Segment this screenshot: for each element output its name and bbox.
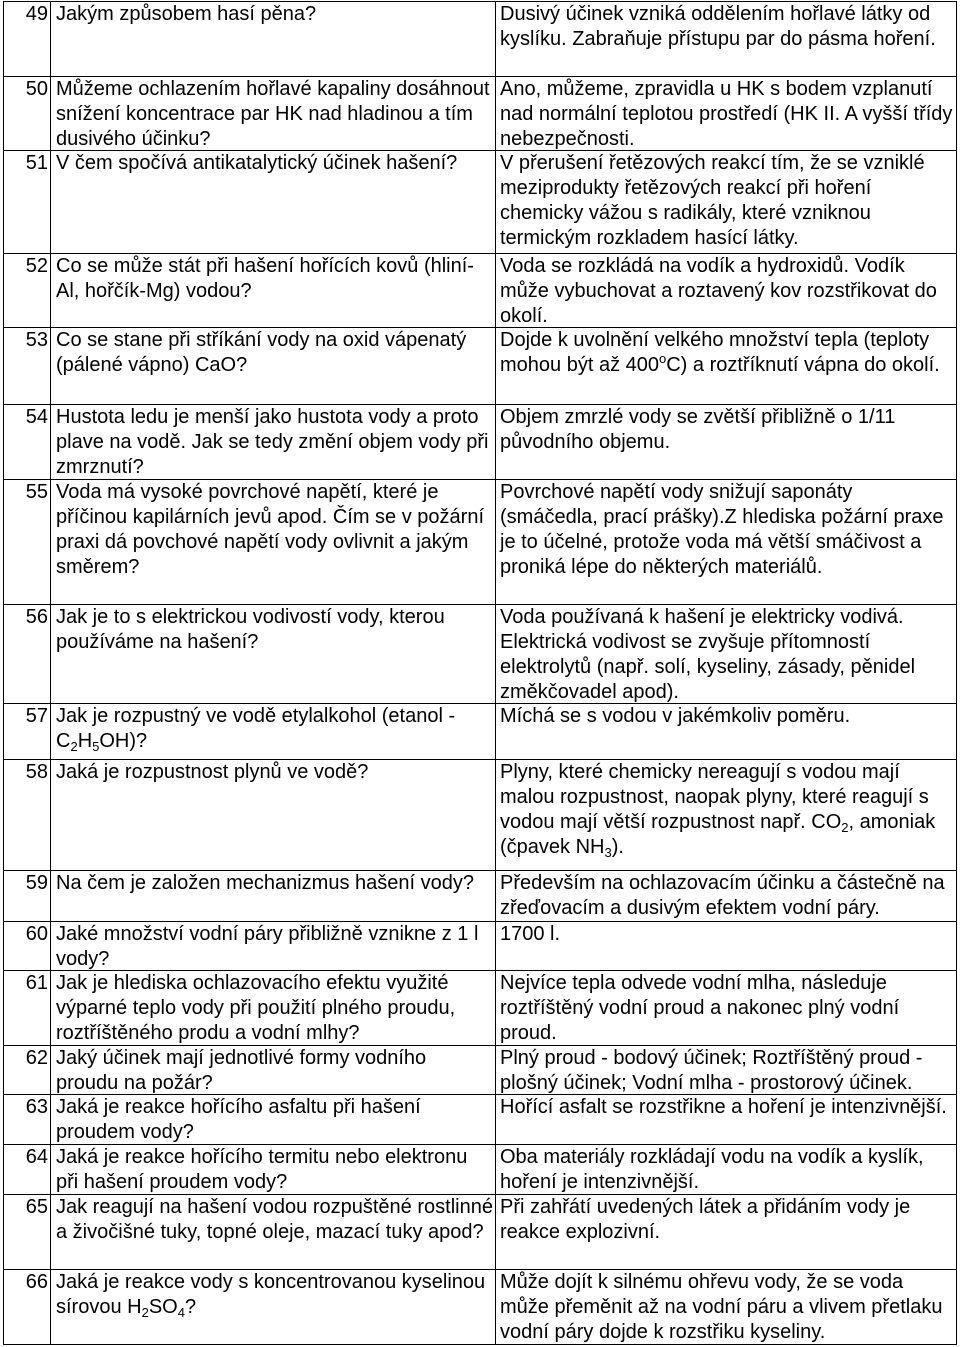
table-row	[4, 605, 957, 704]
question-cell	[51, 1046, 496, 1095]
question-number: 49	[4, 2, 51, 77]
answer-line: Povrchové napětí vody snižují saponáty	[500, 481, 853, 503]
question-number: 59	[4, 871, 51, 922]
question-number: 54	[4, 405, 51, 480]
question-number: 55	[4, 480, 51, 605]
question-number: 62	[4, 1046, 51, 1095]
table-row	[4, 254, 957, 328]
answer-line: (smáčedla, prací prášky).Z hlediska požární praxe	[500, 506, 944, 528]
question-number: 50	[4, 77, 51, 151]
answer-cell	[496, 871, 957, 922]
answer-cell	[496, 254, 957, 328]
question-cell	[51, 760, 496, 871]
answer-line: Ano, můžeme, zpravidla u HK s bodem vzplanutí	[500, 78, 933, 100]
answer-line: roztříštěný vodní proud a nakonec plný vodní	[500, 997, 900, 1019]
question-line: při hašení proudem vody?	[56, 1171, 288, 1193]
question-line: praxi dá povchové napětí vody ovlivnit a jakým	[56, 531, 469, 553]
answer-cell	[496, 151, 957, 254]
answer-line: Míchá se s vodou v jakémkoliv poměru.	[500, 705, 851, 727]
table-row	[4, 151, 957, 254]
text-segment: OH)?	[99, 730, 148, 752]
text-segment: (čpavek NH	[500, 836, 605, 858]
table-row	[4, 1095, 957, 1145]
question-line	[56, 729, 495, 754]
answer-line: elektrolytů (např. solí, kyseliny, zásady, pěnidel	[500, 656, 916, 678]
answer-line: meziprodukty řetězových reakcí při hoření	[500, 177, 872, 199]
text-segment: ).	[611, 836, 624, 858]
answer-line: Nejvíce tepla odvede vodní mlha, následuje	[500, 972, 887, 994]
answer-line: změkčovadel apod).	[500, 681, 679, 703]
question-line: Jak je to s elektrickou vodivostí vody, kterou	[56, 606, 445, 628]
question-line: výparné teplo vody při použití plného proudu,	[56, 997, 456, 1019]
question-cell	[51, 480, 496, 605]
question-cell	[51, 2, 496, 77]
question-line: dusivého účinku?	[56, 128, 211, 150]
question-line: Hustota ledu je menší jako hustota vody a proto	[56, 406, 479, 428]
answer-line: Plný proud - bodový účinek; Roztříštěný proud -	[500, 1047, 923, 1069]
question-line: Co se stane při stříkání vody na oxid vápenatý	[56, 329, 467, 351]
question-number: 52	[4, 254, 51, 328]
qa-table	[3, 1, 957, 1345]
text-segment: SO	[148, 1296, 178, 1318]
table-row	[4, 2, 957, 77]
answer-line	[500, 835, 956, 860]
subscript: 3	[604, 845, 612, 860]
answer-line: je to účelné, protože voda má větší smáčivost a	[500, 531, 922, 553]
answer-line: může vybuchovat a roztavený kov rozstřikovat do	[500, 280, 937, 302]
answer-line: Voda používaná k hašení je elektricky vodivá.	[500, 606, 904, 628]
question-cell	[51, 405, 496, 480]
answer-line: chemicky vážou s radikály, které vzniknou	[500, 202, 871, 224]
question-line: Jak je rozpustný ve vodě etylalkohol (etanol -	[56, 705, 456, 727]
question-cell	[51, 704, 496, 760]
text-segment: C	[56, 730, 71, 752]
question-line	[56, 1295, 495, 1320]
question-number: 53	[4, 328, 51, 405]
answer-line: Elektrická vodivost se zvyšuje přítomností	[500, 631, 871, 653]
answer-cell	[496, 405, 957, 480]
answer-cell	[496, 1095, 957, 1145]
subscript: 2	[141, 1305, 149, 1320]
question-line: plave na vodě. Jak se tedy změní objem vody při	[56, 431, 489, 453]
question-line: používáme na hašení?	[56, 631, 259, 653]
question-number: 60	[4, 922, 51, 971]
question-line: Co se může stát při hašení hořících kovů (hliní-	[56, 255, 474, 277]
text-segment: , amoniak	[848, 811, 936, 833]
question-number: 61	[4, 971, 51, 1046]
answer-line: původního objemu.	[500, 431, 671, 453]
question-cell	[51, 871, 496, 922]
answer-line: Při zahřátí uvedených látek a přidáním vody je	[500, 1196, 911, 1218]
question-line: vody?	[56, 948, 110, 970]
question-cell	[51, 922, 496, 971]
answer-cell	[496, 2, 957, 77]
text-segment: vodou mají větší rozpustnost např. CO	[500, 811, 842, 833]
question-number: 66	[4, 1270, 51, 1345]
question-line: směrem?	[56, 556, 140, 578]
question-number: 51	[4, 151, 51, 254]
question-cell	[51, 328, 496, 405]
answer-line: Oba materiály rozkládají vodu na vodík a kyslík,	[500, 1146, 924, 1168]
answer-line	[500, 810, 956, 835]
answer-line: proud.	[500, 1022, 557, 1044]
answer-line: kyslíku. Zabraňuje přístupu par do pásma hoření.	[500, 28, 936, 50]
question-line: zmrznutí?	[56, 456, 144, 478]
question-cell	[51, 1195, 496, 1270]
table-row	[4, 704, 957, 760]
question-line: snížení koncentrace par HK nad hladinou a tím	[56, 103, 473, 125]
question-line: Na čem je založen mechanizmus hašení vody?	[56, 872, 474, 894]
question-cell	[51, 151, 496, 254]
table-row	[4, 1195, 957, 1270]
question-line: a živočišné tuky, topné oleje, mazací tuky apod?	[56, 1221, 484, 1243]
answer-line: Voda se rozkládá na vodík a hydroxidů. Vodík	[500, 255, 905, 277]
question-line: Jaká je rozpustnost plynů ve vodě?	[56, 761, 369, 783]
question-line: Jak reagují na hašení vodou rozpuštěné rostlinné	[56, 1196, 493, 1218]
question-number: 65	[4, 1195, 51, 1270]
answer-cell	[496, 704, 957, 760]
question-line: (pálené vápno) CaO?	[56, 354, 248, 376]
question-line: V čem spočívá antikatalytický účinek hašení?	[56, 152, 458, 174]
question-line: Jak je hlediska ochlazovacího efektu využité	[56, 972, 449, 994]
answer-cell	[496, 1145, 957, 1195]
answer-cell	[496, 971, 957, 1046]
question-line: Jaká je reakce hořícího asfaltu při hašení	[56, 1096, 421, 1118]
answer-line: nad normální teplotou prostředí (HK II. A vyšší třídy	[500, 103, 953, 125]
question-line: Jaký účinek mají jednotlivé formy vodního	[56, 1047, 427, 1069]
question-number: 57	[4, 704, 51, 760]
answer-line: okolí.	[500, 305, 548, 327]
answer-cell	[496, 760, 957, 871]
question-number: 58	[4, 760, 51, 871]
subscript: 4	[177, 1305, 185, 1320]
answer-cell	[496, 605, 957, 704]
question-line: Jaké množství vodní páry přibližně vznikne z 1 l	[56, 923, 479, 945]
question-cell	[51, 1095, 496, 1145]
question-line: proudu na požár?	[56, 1072, 213, 1094]
question-line: Voda má vysoké povrchové napětí, které je	[56, 481, 439, 503]
answer-line	[500, 353, 956, 378]
question-line: Jakým způsobem hasí pěna?	[56, 3, 317, 25]
question-number: 64	[4, 1145, 51, 1195]
answer-line: plošný účinek; Vodní mlha - prostorový účinek.	[500, 1072, 913, 1094]
text-segment: H	[77, 730, 93, 752]
answer-line: Dusivý účinek vzniká oddělením hořlavé látky od	[500, 3, 931, 25]
table-row	[4, 871, 957, 922]
question-cell	[51, 605, 496, 704]
table-row	[4, 480, 957, 605]
answer-line: hoření je intenzivnější.	[500, 1171, 700, 1193]
superscript: o	[659, 351, 667, 366]
question-line: roztříštěného produ a vodní mlhy?	[56, 1022, 360, 1044]
question-line: Můžeme ochlazením hořlavé kapaliny dosáhnout	[56, 78, 490, 100]
question-line: proudem vody?	[56, 1121, 194, 1143]
answer-line: 1700 l.	[500, 923, 561, 945]
answer-line: může přeměnit až na vodní páru a vlivem přetlaku	[500, 1296, 943, 1318]
text-segment: mohou být až 400	[500, 354, 659, 376]
answer-line: Dojde k uvolnění velkého množství tepla (teploty	[500, 329, 930, 351]
table-row	[4, 77, 957, 151]
table-row	[4, 922, 957, 971]
answer-cell	[496, 1046, 957, 1095]
answer-line: proniká lépe do některých materiálů.	[500, 556, 823, 578]
answer-cell	[496, 1195, 957, 1270]
answer-line: Hořící asfalt se rozstřikne a hoření je intenzivnější.	[500, 1096, 947, 1118]
table-row	[4, 1270, 957, 1345]
question-cell	[51, 971, 496, 1046]
question-line: Al, hořčík-Mg) vodou?	[56, 280, 252, 302]
answer-line: Plyny, které chemicky nereagují s vodou mají	[500, 761, 900, 783]
answer-cell	[496, 328, 957, 405]
question-cell	[51, 1270, 496, 1345]
question-cell	[51, 254, 496, 328]
table-row	[4, 1145, 957, 1195]
answer-cell	[496, 480, 957, 605]
subscript: 2	[70, 739, 78, 754]
answer-line: zřeďovacím a dusivým efektem vodní páry.	[500, 897, 880, 919]
text-segment: C) a roztříknutí vápna do okolí.	[666, 354, 940, 376]
subscript: 2	[841, 820, 849, 835]
question-number: 63	[4, 1095, 51, 1145]
answer-line: malou rozpustnost, naopak plyny, které reagují s	[500, 786, 929, 808]
question-line: příčinou kapilárních jevů apod. Čím se v požární	[56, 506, 484, 528]
answer-line: reakce explozivní.	[500, 1221, 661, 1243]
table-row	[4, 760, 957, 871]
answer-cell	[496, 77, 957, 151]
question-line: Jaká je reakce vody s koncentrovanou kyselinou	[56, 1271, 486, 1293]
answer-line: termickým rozkladem hasící látky.	[500, 227, 799, 249]
answer-line: V přerušení řetězových reakcí tím, že se vzniklé	[500, 152, 925, 174]
question-cell	[51, 1145, 496, 1195]
text-segment: sírovou H	[56, 1296, 142, 1318]
answer-cell	[496, 922, 957, 971]
table-row	[4, 328, 957, 405]
answer-line: Může dojít k silnému ohřevu vody, že se voda	[500, 1271, 904, 1293]
table-row	[4, 971, 957, 1046]
answer-line: Objem zmrzlé vody se zvětší přibližně o 1/11	[500, 406, 896, 428]
subscript: 5	[92, 739, 100, 754]
question-cell	[51, 77, 496, 151]
question-number: 56	[4, 605, 51, 704]
question-line: Jaká je reakce hořícího termitu nebo elektronu	[56, 1146, 468, 1168]
answer-line: nebezpečnosti.	[500, 128, 635, 150]
table-row	[4, 405, 957, 480]
answer-line: vodní páry dojde k rozstřiku kyseliny.	[500, 1321, 826, 1343]
answer-cell	[496, 1270, 957, 1345]
table-row	[4, 1046, 957, 1095]
text-segment: ?	[184, 1296, 197, 1318]
answer-line: Především na ochlazovacím účinku a částečně na	[500, 872, 945, 894]
